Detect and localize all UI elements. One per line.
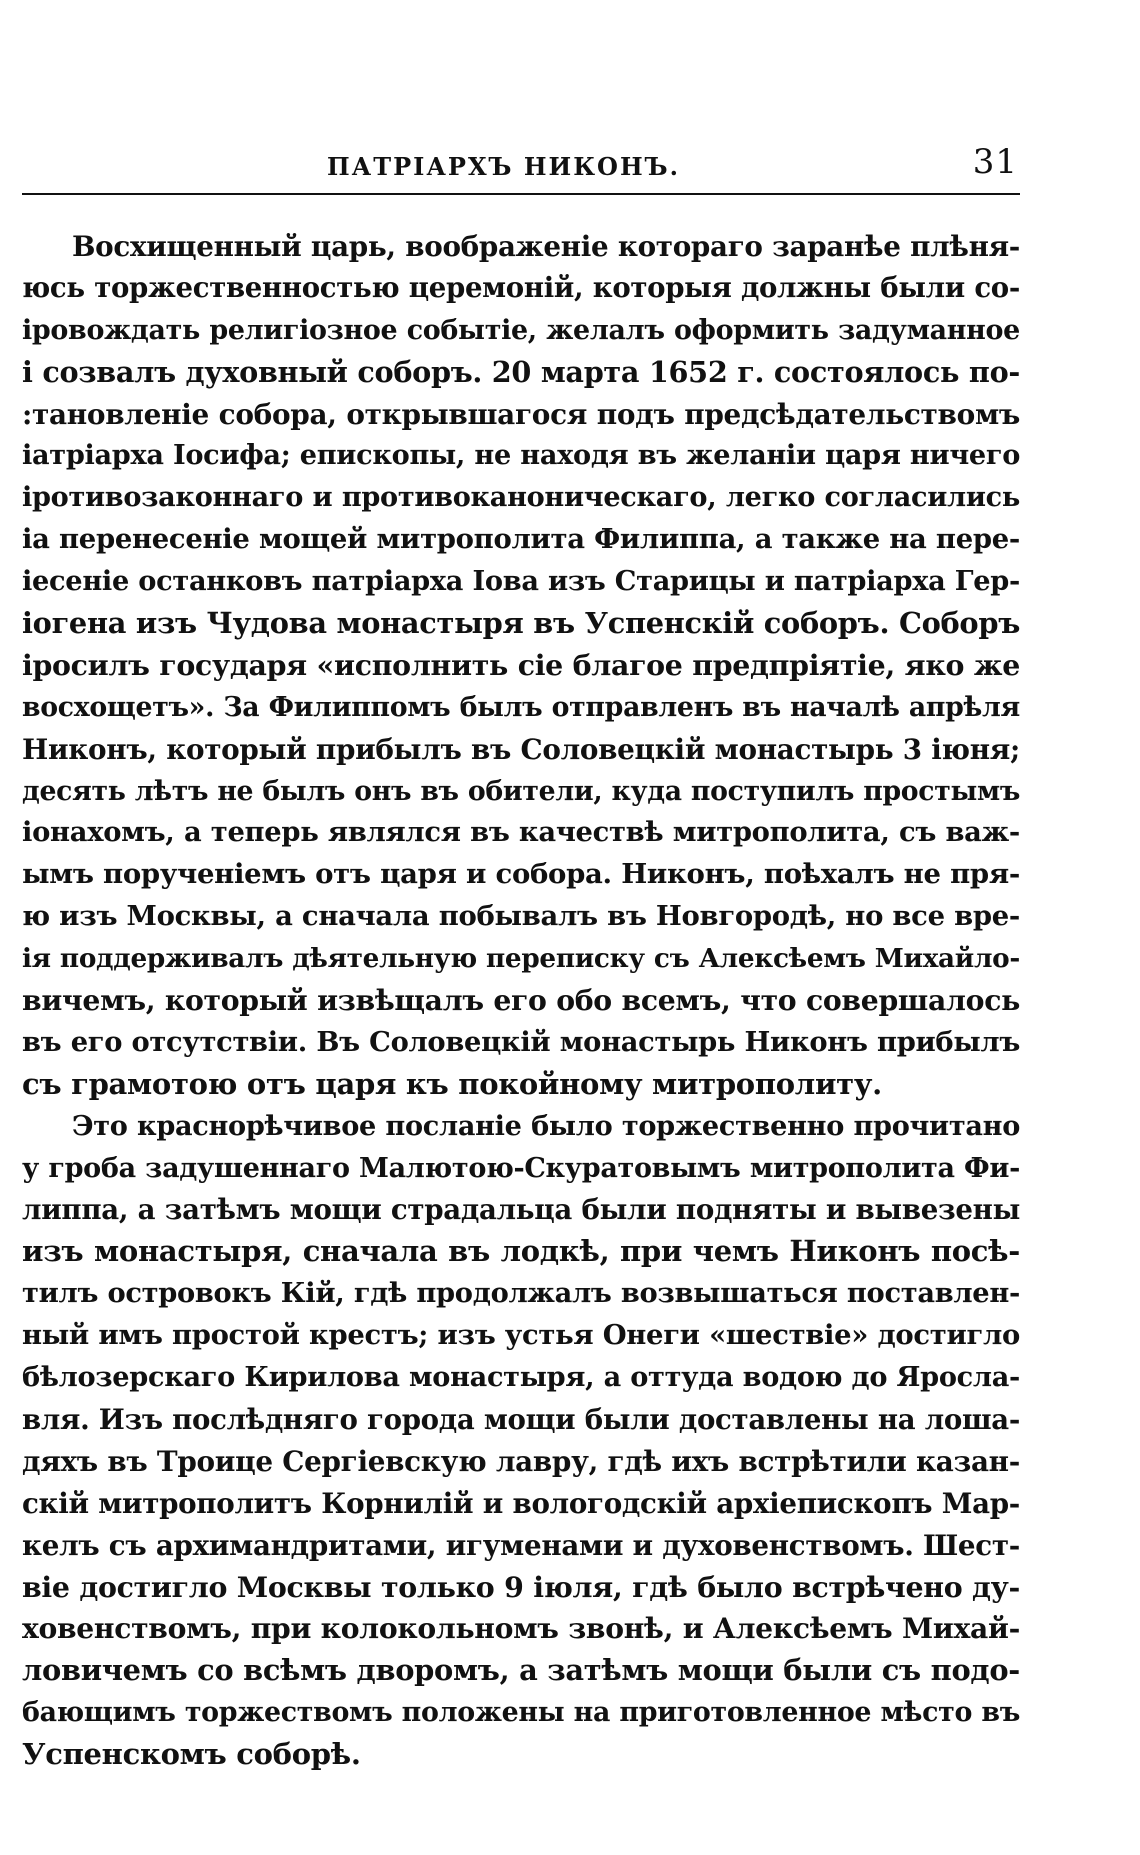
text-line: ный имъ простой крестъ; изъ устья Онеги «шествіе» достигло — [22, 1319, 1020, 1352]
text-line: дяхъ въ Троице Сергіевскую лавру, гдѣ ихъ встрѣтили казан- — [22, 1444, 1020, 1478]
page-header — [22, 142, 1020, 188]
text-line: изъ монастыря, сначала въ лодкѣ, при чемъ Никонъ посѣ- — [22, 1234, 1020, 1269]
text-line: келъ съ архимандритами, игуменами и духовенствомъ. Шест- — [22, 1528, 1020, 1562]
text-line: віе достигло Москвы только 9 іюля, гдѣ было встрѣчено ду- — [22, 1569, 1020, 1604]
text-line: ю изъ Москвы, а сначала побывалъ въ Новгородѣ, но все вре- — [22, 900, 1020, 933]
text-line: юсь торжественностью церемоній, которыя должны были со- — [22, 271, 1020, 304]
text-line: десять лѣтъ не былъ онъ въ обители, куда поступилъ простымъ — [22, 775, 1020, 807]
running-title: ПАТРІАРХЪ НИКОНЪ. — [327, 152, 680, 181]
text-line: іогена изъ Чудова монастыря въ Успенскій соборъ. Соборъ — [22, 606, 1020, 641]
text-line: скій митрополитъ Корнилій и вологодскій архіепископъ Мар- — [22, 1486, 1020, 1520]
text-line: съ грамотою отъ царя къ покойному митрополиту. — [22, 1066, 882, 1101]
paragraph — [22, 1106, 1020, 1776]
text-line: восхощетъ». За Филиппомъ былъ отправленъ въ началѣ апрѣля — [22, 691, 1020, 723]
text-line: ховенствомъ, при колокольномъ звонѣ, и Алексѣемъ Михай- — [22, 1612, 1020, 1646]
text-line: і созвалъ духовный соборъ. 20 марта 1652 г. состоялось по- — [22, 354, 1020, 389]
text-line: іротивозаконнаго и противоканоническаго, легко согласились — [22, 482, 1020, 514]
text-line: Это краснорѣчивое посланіе было торжественно прочитано — [72, 1110, 1020, 1142]
text-line: въ его отсутствіи. Въ Соловецкій монастырь Никонъ прибылъ — [22, 1025, 1020, 1058]
body-text — [22, 226, 1020, 1776]
text-line: іа перенесеніе мощей митрополита Филиппа, а также на пере- — [22, 523, 1020, 556]
text-line: іонахомъ, а теперь являлся въ качествѣ митрополита, съ важ- — [22, 816, 1020, 849]
text-line: вля. Изъ послѣдняго города мощи были доставлены на лоша- — [22, 1402, 1020, 1436]
text-line: іатріарха Іосифа; епископы, не находя въ желаніи царя ничего — [22, 440, 1020, 472]
header-rule — [22, 193, 1020, 195]
text-line: ымъ порученіемъ отъ царя и собора. Никонъ, поѣхалъ не пря- — [22, 858, 1020, 891]
text-line: Успенскомъ соборѣ. — [22, 1737, 361, 1772]
text-line: липпа, а затѣмъ мощи страдальца были подняты и вывезены — [22, 1193, 1020, 1227]
text-line: тилъ островокъ Кій, гдѣ продолжалъ возвышаться поставлен- — [22, 1277, 1020, 1310]
paragraph — [22, 226, 1020, 1106]
text-line: :тановленіе собора, открывшагося подъ предсѣдательствомъ — [22, 397, 1020, 431]
text-line: вичемъ, который извѣщалъ его обо всемъ, что совершалось — [22, 983, 1020, 1018]
text-line: бѣлозерскаго Кирилова монастыря, а оттуда водою до Яросла- — [22, 1361, 1020, 1394]
text-line: іесеніе останковъ патріарха Іова изъ Старицы и патріарха Гер- — [22, 565, 1020, 598]
text-line: іросилъ государя «исполнить сіе благое предпріятіе, яко же — [22, 647, 1020, 682]
text-line: у гроба задушеннаго Малютою-Скуратовымъ митрополита Фи- — [22, 1152, 1020, 1184]
text-line: бающимъ торжествомъ положены на приготовленное мѣсто въ — [22, 1697, 1020, 1729]
page-number: 31 — [972, 142, 1018, 182]
text-line: Восхищенный царь, воображеніе котораго заранѣе плѣня- — [72, 230, 1020, 263]
text-line: Никонъ, который прибылъ въ Соловецкій монастырь 3 іюня; — [22, 732, 1020, 766]
text-line: іровождать религіозное событіе, желалъ оформить задуманное — [22, 314, 1020, 346]
text-line: ія поддерживалъ дѣятельную переписку съ Алексѣемъ Михайло- — [22, 943, 1020, 975]
text-line: ловичемъ со всѣмъ дворомъ, а затѣмъ мощи были съ подо- — [22, 1653, 1020, 1688]
